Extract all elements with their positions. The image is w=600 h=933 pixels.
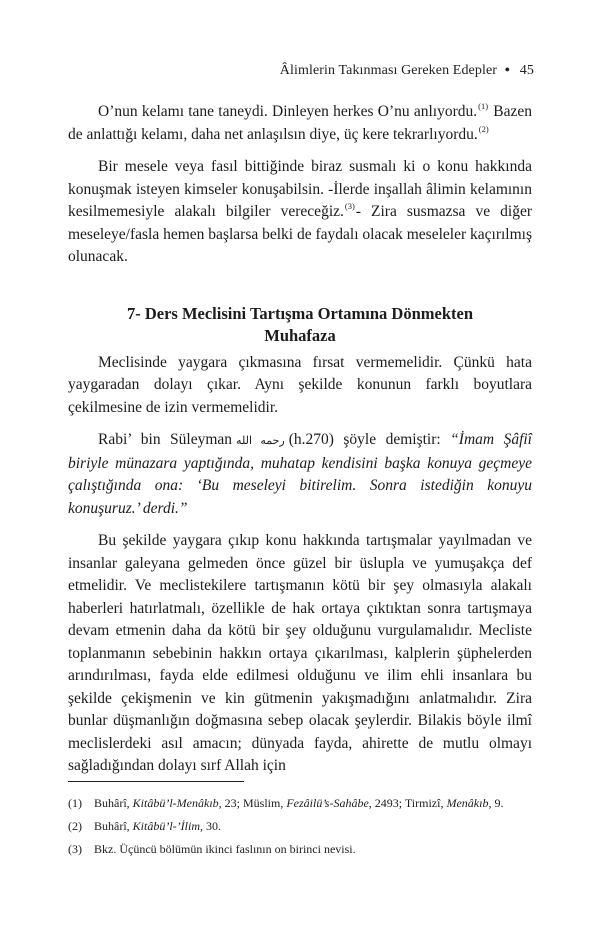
paragraph-1 <box>68 101 532 146</box>
paragraph-2 <box>68 156 532 269</box>
page-number: 45 <box>519 63 534 78</box>
footnote-number: (1) <box>68 796 82 810</box>
footnote-ref-3[interactable]: (3) <box>344 201 355 211</box>
footnote-number: (3) <box>68 842 82 856</box>
paragraph-text: Bazen de anlattığı kelamı, daha net anlaşılsın diye, üç kere tekrarlıyordu. <box>68 103 533 143</box>
page-body <box>68 101 532 778</box>
footnote-2 <box>68 818 532 835</box>
paragraph-text: O’nun kelamı tane taneydi. Dinleyen herkes O’nu anlıyordu. <box>98 103 478 120</box>
running-header <box>280 63 534 79</box>
footnote-1 <box>68 795 532 812</box>
quotation: “İmam Şâfiî biriyle münazara yaptığında, muhatap kendisini başka konuya geçmeye çalıştığında ona: ‘Bu meseleyi bitirelim. Sonra istediğin konuyu konuşuruz.’ derdi.” <box>68 431 532 517</box>
honorific-glyph: رحمه الله <box>236 435 285 447</box>
running-title: Âlimlerin Takınması Gereken Edepler <box>279 63 498 78</box>
paragraph-5: Bu şekilde yaygara çıkıp konu hakkında tartışmalar yayılmadan ve insanlar galeyana gelmeden önce güzel bir üslupla ve yumuşakça def etmelidir. Ve meclistekilere tartışmanın kötü bir şey olmasıyla alakalı haberleri hatırlatmalı, özellikle de hak ortaya çıktıktan sonra tartışmaya devam etmenin daha da kötü bir şey olduğunu vurgulamalıdır. Mecliste toplanmanın sebebinin hakkın ortaya çıkarılması, kalplerin şüphelerden arındırılması, fayda elde edilmesi olduğunu ve ilim ehli insanlara bu şekilde çekişmenin ve kin gütmenin yakışmadığını anlatmalıdır. Zira bunlar düşmanlığın doğmasına sebep olacak şeylerdir. Bilakis böyle ilmî meclislerdeki asıl amacın; dünyada fayda, ahirette de mutlu olmayı sağladığından dolayı sırf Allah için <box>68 532 532 774</box>
footnotes <box>68 795 532 864</box>
paragraph-text: Bir mesele veya fasıl bittiğinde biraz susmalı ki o konu hakkında konuşmak isteyen kimseler konuşabilsin. -İlerde inşallah âlimin kelamının kesilmemesiyle alakalı bilgiler vereceğiz. <box>68 158 532 220</box>
section-heading-line-1: 7- Ders Meclisini Tartışma Ortamına Dönmekten <box>126 303 473 323</box>
footnote-text: Buhârî, Kitâbü’l-Menâkıb, 23; Müslim, Fezâilü’s-Sahâbe, 2493; Tirmizî, Menâkıb, 9. <box>94 796 504 810</box>
footnote-text: Bkz. Üçüncü bölümün ikinci faslının on birinci nevisi. <box>94 842 356 856</box>
paragraph-4 <box>68 429 532 520</box>
paragraph-text: - Zira susmazsa ve diğer meseleye/fasla hemen başlarsa belki de faydalı olacak meseleler kaçırılmış olunacak. <box>68 203 532 265</box>
paragraph-text: (h.270) şöyle demiştir: <box>288 431 451 448</box>
footnote-ref-1[interactable]: (1) <box>478 101 489 111</box>
paragraph-3: Meclisinde yaygara çıkmasına fırsat vermemelidir. Çünkü hata yaygaradan dolayı çıkar. Aynı şekilde konunun farklı boyutlara çekilmesine de izin vermemelidir. <box>68 353 532 416</box>
footnote-ref-2[interactable]: (2) <box>478 123 489 134</box>
footnote-divider <box>68 781 244 782</box>
footnote-3 <box>68 841 532 858</box>
paragraph-text: Rabi’ bin Süleyman <box>98 431 233 448</box>
footnote-number: (2) <box>68 819 82 833</box>
section-heading <box>68 303 532 348</box>
footnote-text: Buhârî, Kitâbü’l-’İlim, 30. <box>94 819 221 833</box>
bullet-icon: ● <box>504 64 511 74</box>
section-heading-line-2: Muhafaza <box>264 326 336 345</box>
